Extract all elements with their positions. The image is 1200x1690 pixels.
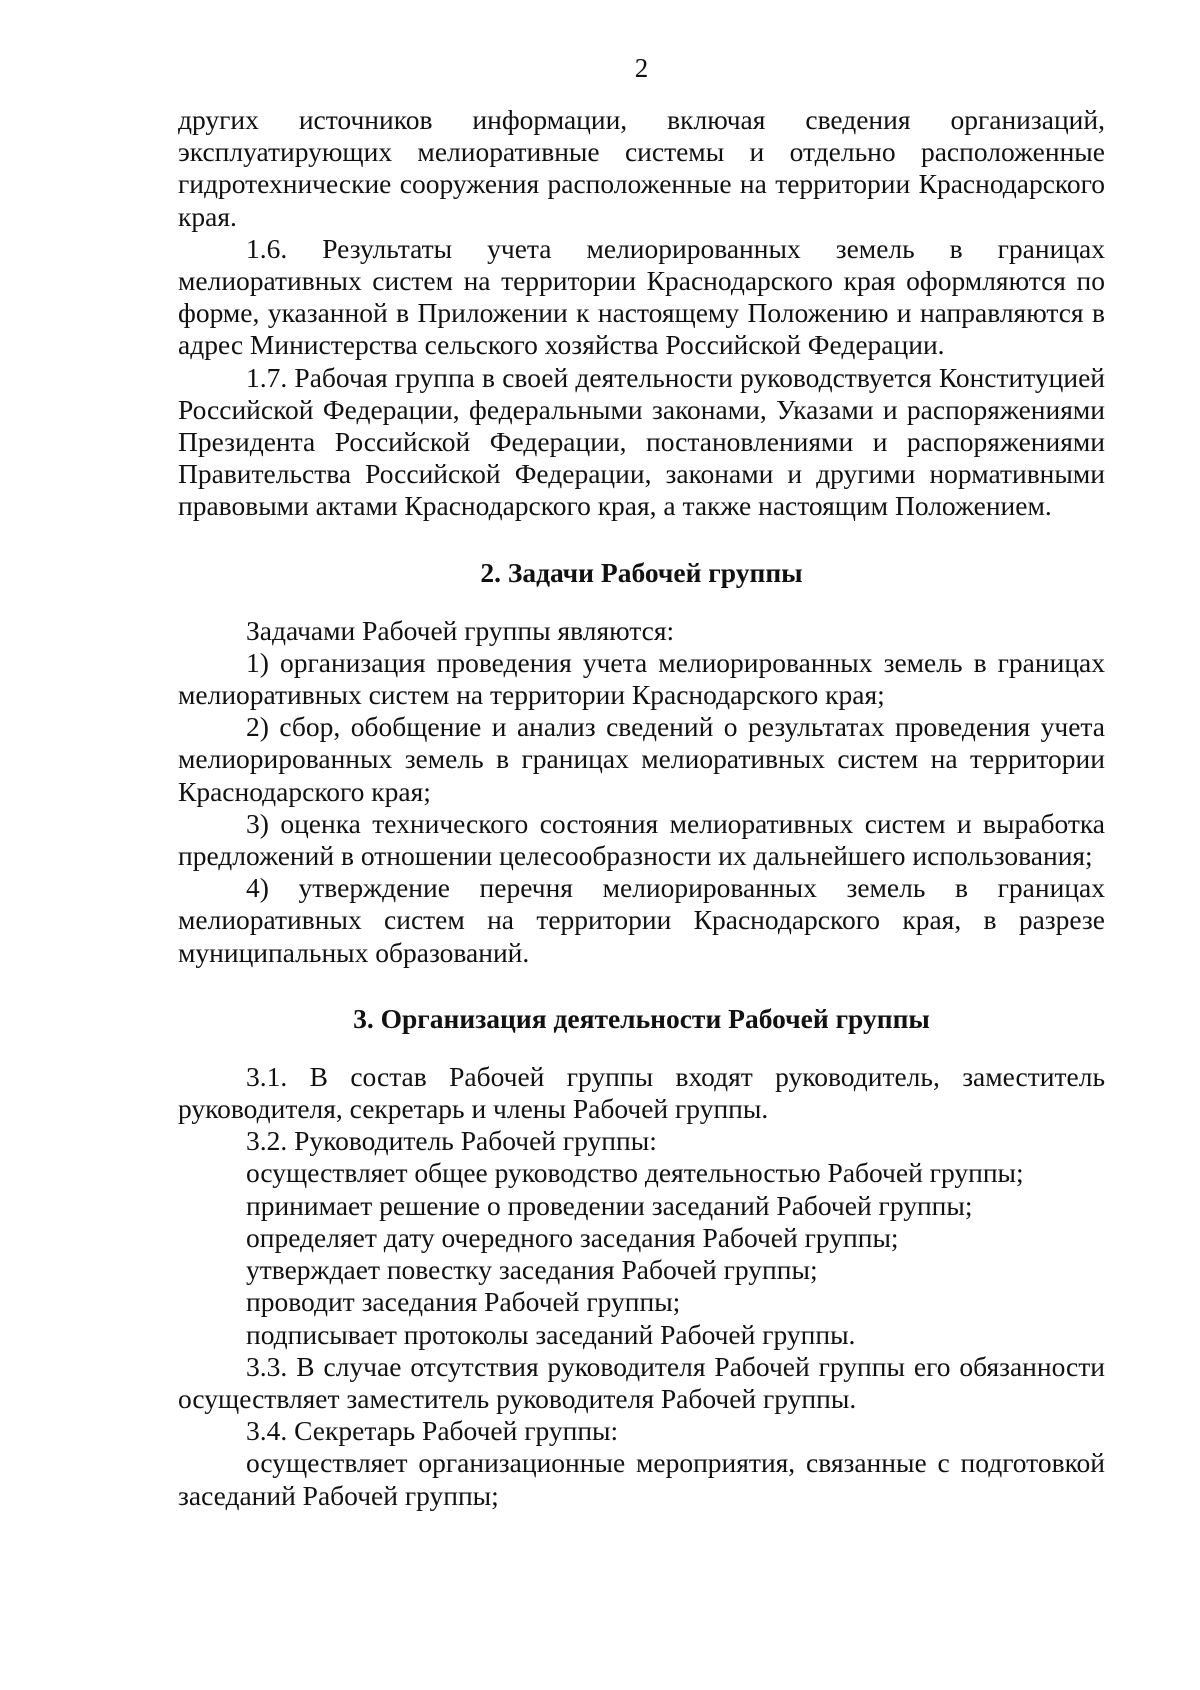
duty-item: проводит заседания Рабочей группы; [246, 1286, 681, 1318]
paragraph-3-4: 3.4. Секретарь Рабочей группы: [246, 1415, 619, 1447]
intro-word: включая [667, 104, 766, 135]
section-3-heading: 3. Организация деятельности Рабочей группы [353, 1002, 930, 1034]
list-item: 3) оценка технического состояния мелиоративных систем и выработка предложений в отношении целесообразности их дальнейшего использования; [178, 807, 1105, 872]
intro-word: других [178, 104, 259, 135]
secretary-duty-item: осуществляет организационные мероприятия, связанные с подготовкой заседаний Рабочей группы; [178, 1447, 1105, 1511]
paragraph-1-6: 1.6. Результаты учета мелиорированных земель в границах мелиоративных систем на территории Краснодарского края оформляются по форме, указанной в Приложении к настоящему Положению и направляются в адрес Министерства сельского хозяйства Российской Федерации. [178, 232, 1105, 361]
intro-paragraph: эксплуатирующих мелиоративные системы и отдельно расположенные гидротехнические сооружения расположенные на территории Краснодарского края. [178, 136, 1105, 232]
duty-item: определяет дату очередного заседания Рабочей группы; [246, 1221, 899, 1253]
section-2-heading: 2. Задачи Рабочей группы [480, 556, 803, 588]
paragraph-3-2: 3.2. Руководитель Рабочей группы: [246, 1125, 657, 1157]
page-number: 2 [634, 53, 649, 83]
intro-word: информации, [472, 104, 628, 135]
intro-word: сведения [805, 104, 911, 135]
duty-item: осуществляет общее руководство деятельностью Рабочей группы; [246, 1157, 1024, 1189]
intro-word: организаций, [950, 104, 1105, 135]
intro-first-line [178, 104, 1105, 136]
intro-word: источников [298, 104, 433, 135]
list-item: 2) сбор, обобщение и анализ сведений о результатах проведения учета мелиорированных земель в границах мелиоративных систем на территории Краснодарского края; [178, 711, 1105, 807]
paragraph-3-3: 3.3. В случае отсутствия руководителя Рабочей группы его обязанности осуществляет заместитель руководителя Рабочей группы. [178, 1350, 1105, 1414]
duty-item: принимает решение о проведении заседаний Рабочей группы; [246, 1189, 973, 1221]
section-2-lead: Задачами Рабочей группы являются: [246, 614, 675, 646]
duty-item: утверждает повестку заседания Рабочей группы; [246, 1254, 818, 1286]
duty-item: подписывает протоколы заседаний Рабочей группы. [246, 1318, 856, 1350]
list-item: 4) утверждение перечня мелиорированных земель в границах мелиоративных систем на территории Краснодарского края, в разрезе муниципальных образований. [178, 872, 1105, 968]
paragraph-1-7: 1.7. Рабочая группа в своей деятельности руководствуется Конституцией Российской Федерации, федеральными законами, Указами и распоряжениями Президента Российской Федерации, постановлениями и распоряжениями Правительства Российской Федерации, законами и другими нормативными правовыми актами Краснодарского края, а также настоящим Положением. [178, 361, 1105, 522]
paragraph-3-1: 3.1. В состав Рабочей группы входят руководитель, заместитель руководителя, секретарь и члены Рабочей группы. [178, 1060, 1105, 1125]
list-item: 1) организация проведения учета мелиорированных земель в границах мелиоративных систем на территории Краснодарского края; [178, 646, 1105, 711]
